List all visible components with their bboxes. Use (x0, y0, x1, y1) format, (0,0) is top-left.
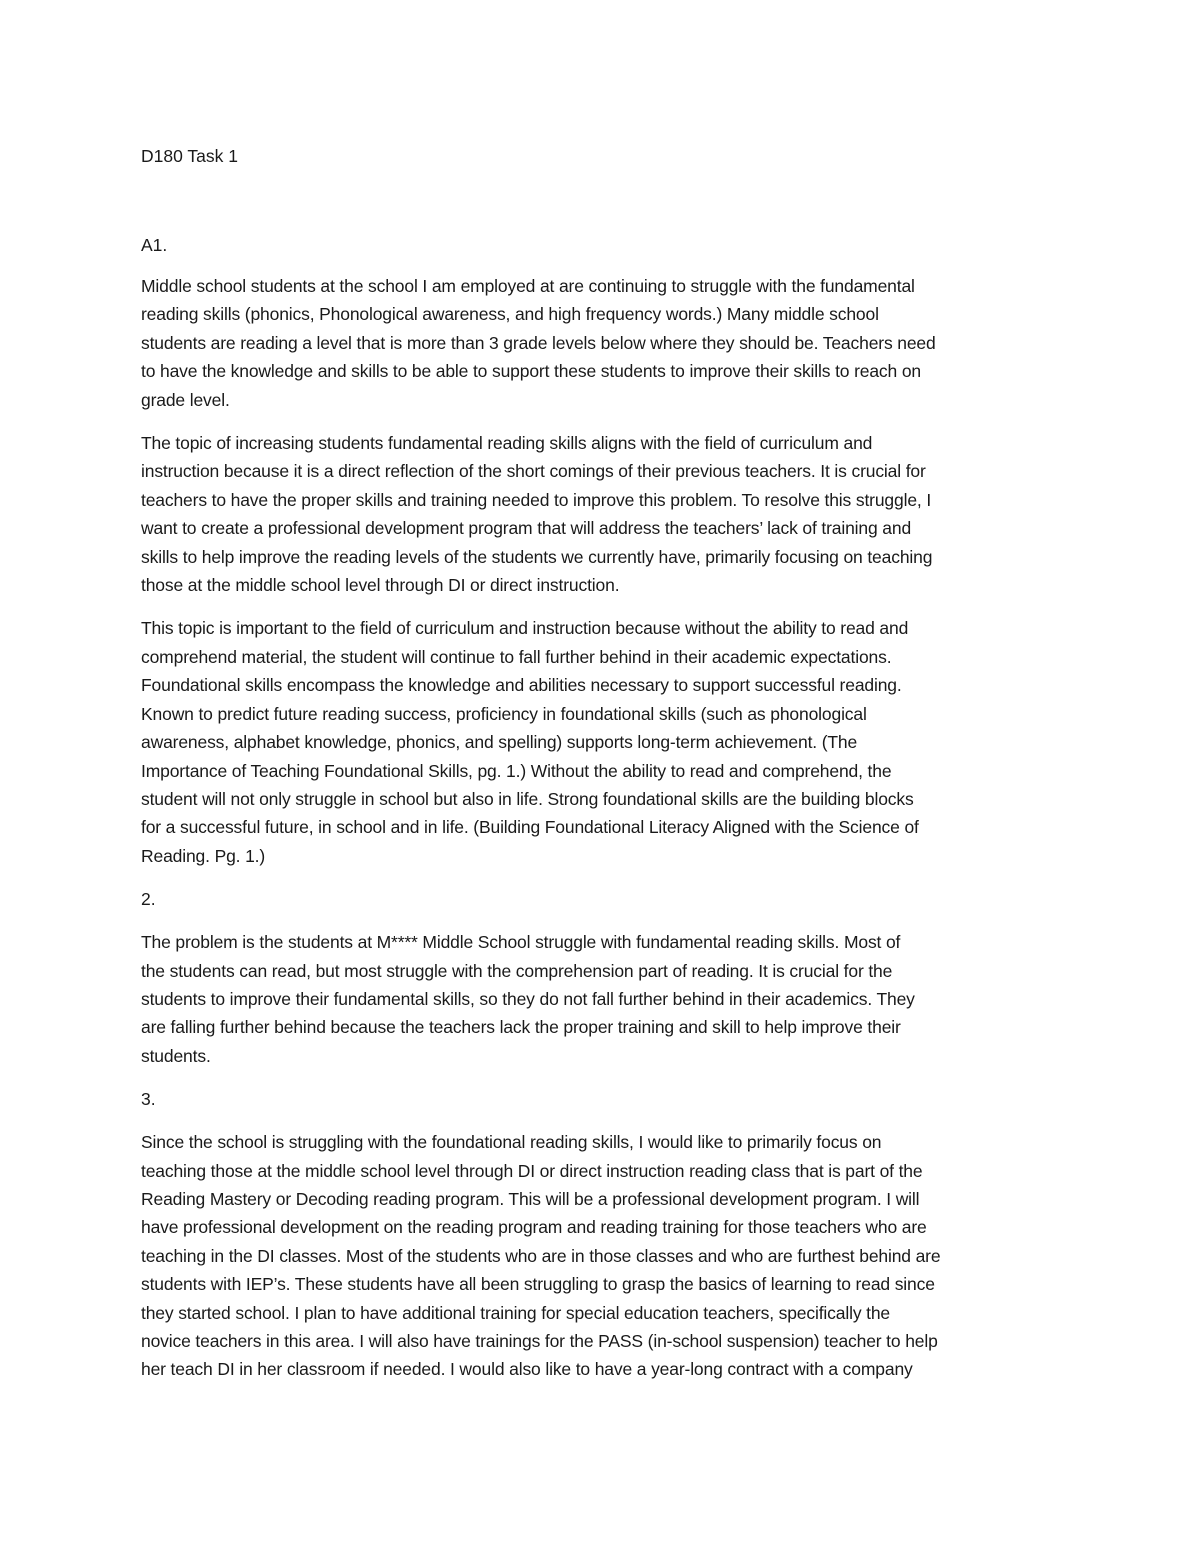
text-line: for a successful future, in school and in life. (Building Foundational Literacy Aligned with the Science of (141, 817, 919, 838)
text-line: Since the school is struggling with the foundational reading skills, I would like to primarily focus on (141, 1132, 882, 1153)
paragraph (141, 1128, 1066, 1384)
text-line: reading skills (phonics, Phonological awareness, and high frequency words.) Many middle school (141, 304, 879, 325)
text-line: students. (141, 1045, 211, 1066)
paragraph (141, 928, 1066, 1070)
text-line: they started school. I plan to have additional training for special education teachers, specifically the (141, 1302, 891, 1323)
section-label-a1: A1. (141, 235, 168, 255)
text-line: novice teachers in this area. I will also have trainings for the PASS (in-school suspension) teacher to help (141, 1331, 938, 1351)
text-line: are falling further behind because the teachers lack the proper training and skill to help improve their (141, 1017, 901, 1038)
text-line: comprehend material, the student will continue to fall further behind in their academic expectations. (141, 646, 892, 667)
text-line: teaching in the DI classes. Most of the students who are in those classes and who are furthest behind are (141, 1245, 941, 1266)
paragraph (141, 429, 1066, 599)
text-line: This topic is important to the field of curriculum and instruction because without the ability to read and (141, 618, 909, 639)
text-line: instruction because it is a direct reflection of the short comings of their previous teachers. It is crucial for (141, 461, 926, 482)
text-line: Known to predict future reading success, proficiency in foundational skills (such as phonological (141, 703, 867, 724)
text-line: Middle school students at the school I am employed at are continuing to struggle with the fundamental (141, 276, 915, 296)
section-label-2: 2. (141, 889, 156, 910)
text-line: the students can read, but most struggle with the comprehension part of reading. It is crucial for the (141, 960, 893, 981)
text-line: grade level. (141, 389, 230, 410)
text-line: The topic of increasing students fundamental reading skills aligns with the field of curriculum and (141, 433, 873, 454)
text-line: have professional development on the reading program and reading training for those teachers who are (141, 1217, 927, 1238)
text-line: to have the knowledge and skills to be able to support these students to improve their skills to reach on (141, 361, 921, 382)
text-line: students to improve their fundamental skills, so they do not fall further behind in their academics. They (141, 988, 915, 1009)
text-line: those at the middle school level through DI or direct instruction. (141, 575, 620, 596)
paragraph (141, 272, 1066, 414)
text-line: students are reading a level that is more than 3 grade levels below where they should be. Teachers need (141, 332, 936, 353)
text-line: students with IEP’s. These students have all been struggling to grasp the basics of learning to read since (141, 1274, 935, 1295)
text-line: teaching those at the middle school level through DI or direct instruction reading class that is part of the (141, 1160, 923, 1181)
text-line: skills to help improve the reading levels of the students we currently have, primarily focusing on teaching (141, 546, 933, 567)
text-line: Reading Mastery or Decoding reading program. This will be a professional development program. I will (141, 1188, 920, 1209)
document-title: D180 Task 1 (141, 146, 238, 166)
text-line: teachers to have the proper skills and training needed to improve this problem. To resolve this struggle, I (141, 489, 932, 510)
paragraph (141, 614, 1066, 870)
text-line: Foundational skills encompass the knowledge and abilities necessary to support successful reading. (141, 675, 902, 696)
section-label-3: 3. (141, 1089, 156, 1110)
text-line: student will not only struggle in school but also in life. Strong foundational skills are the building blocks (141, 788, 914, 809)
text-line: The problem is the students at M**** Middle School struggle with fundamental reading skills. Most of (141, 932, 901, 953)
document-page (141, 142, 1066, 1384)
text-line: her teach DI in her classroom if needed. I would also like to have a year-long contract with a company (141, 1359, 913, 1380)
text-line: awareness, alphabet knowledge, phonics, and spelling) supports long-term achievement. (The (141, 732, 858, 753)
text-line: Reading. Pg. 1.) (141, 845, 266, 866)
text-line: want to create a professional development program that will address the teachers’ lack of training and (141, 518, 912, 539)
text-line: Importance of Teaching Foundational Skills, pg. 1.) Without the ability to read and comprehend, the (141, 760, 892, 781)
